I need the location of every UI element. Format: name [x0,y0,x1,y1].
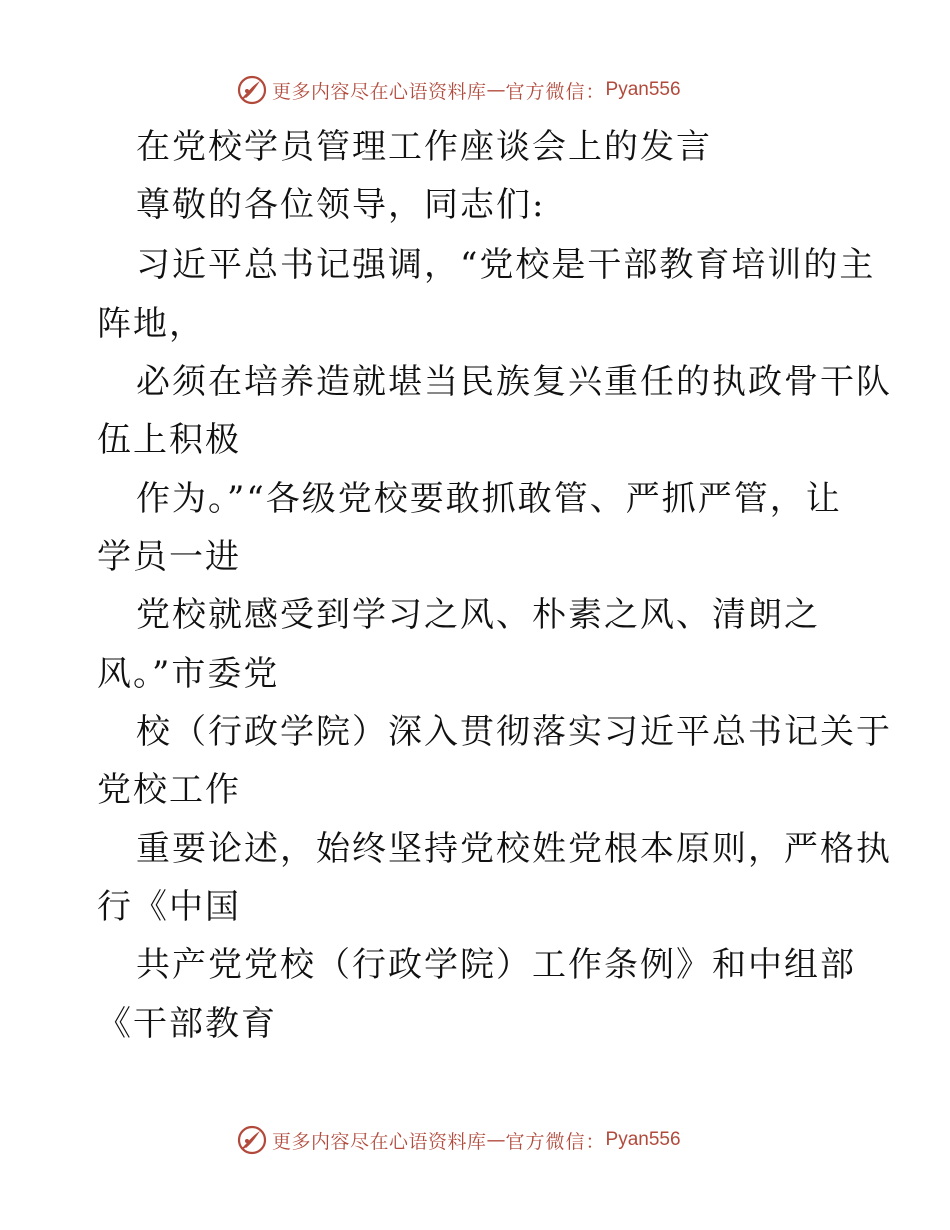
banner-text: 更多内容尽在心语资料库 [272,80,487,103]
text-line: 党校工作 [97,770,241,810]
banner-text: 更多内容尽在心语资料库 [272,1130,487,1153]
banner-dash: — [486,79,506,101]
text-line: 伍上积极 [97,420,241,460]
banner-wechat-label: 官方微信： [505,1130,606,1153]
text-line: 行《中国 [97,887,241,927]
text-line: 学员一进 [97,537,241,577]
text-line: 重要论述，始终坚持党校姓党根本原则，严格执 [136,829,892,869]
footer-banner [236,1123,681,1157]
salutation: 尊敬的各位领导，同志们: [136,185,546,225]
text-line: 必须在培养造就堪当民族复兴重任的执政骨干队 [136,362,892,402]
text-line: 风。”市委党 [97,654,280,694]
brush-logo-icon [236,1124,268,1156]
document-title: 在党校学员管理工作座谈会上的发言 [136,127,712,167]
banner-wechat-label: 官方微信： [505,80,606,103]
text-line: 校（行政学院）深入贯彻落实习近平总书记关于 [136,712,892,752]
text-line: 党校就感受到学习之风、朴素之风、清朗之 [136,595,820,635]
text-line: 阵地， [97,304,205,344]
text-line: 作为。”“各级党校要敢抓敢管、严抓严管，让 [136,479,842,519]
text-line: 共产党党校（行政学院）工作条例》和中组部 [136,945,856,985]
banner-wechat-id: Pyan556 [605,1129,681,1150]
text-line: 习近平总书记强调，“党校是干部教育培训的主 [136,245,876,285]
banner-dash: — [486,1129,506,1151]
banner-wechat-id: Pyan556 [605,79,681,100]
text-line: 《干部教育 [97,1004,277,1044]
